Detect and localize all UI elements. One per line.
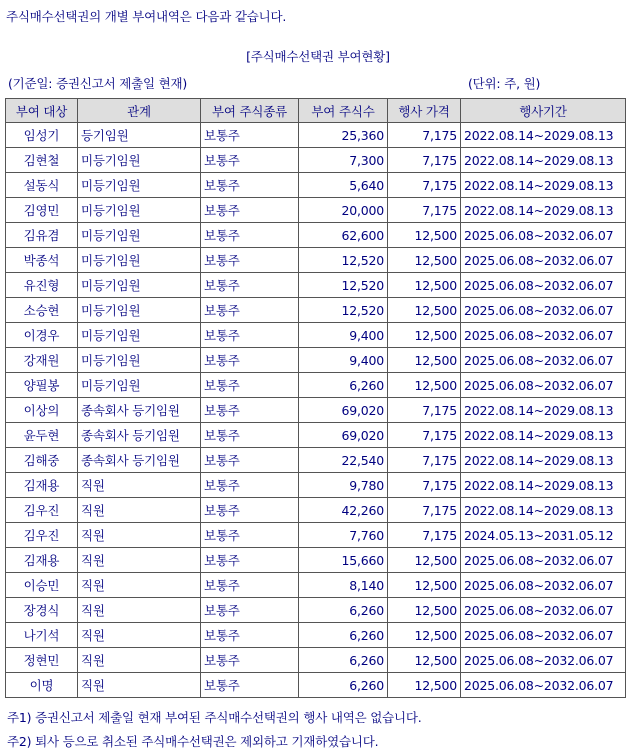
grantee-cell: 이경우 — [6, 323, 78, 348]
relation-cell: 직원 — [78, 498, 201, 523]
exercise-price-cell: 7,175 — [388, 498, 461, 523]
share-count-cell: 6,260 — [299, 373, 388, 398]
intro-text: 주식매수선택권의 개별 부여내역은 다음과 같습니다. — [6, 9, 287, 24]
exercise-price-cell: 12,500 — [388, 323, 461, 348]
exercise-period-cell: 2025.06.08~2032.06.07 — [461, 348, 626, 373]
share-count-cell: 12,520 — [299, 273, 388, 298]
grantee-cell: 김현철 — [6, 148, 78, 173]
header-exercise-price: 행사 가격 — [388, 99, 461, 123]
exercise-price-cell: 7,175 — [388, 148, 461, 173]
table-row — [6, 348, 626, 373]
grantee-cell: 이명 — [6, 673, 78, 698]
grantee-cell: 김우진 — [6, 523, 78, 548]
stock-type-cell: 보통주 — [201, 448, 299, 473]
exercise-period-cell: 2025.06.08~2032.06.07 — [461, 373, 626, 398]
relation-cell: 직원 — [78, 573, 201, 598]
footnote-2: 주2) 퇴사 등으로 취소된 주식매수선택권은 제외하고 기재하였습니다. — [7, 734, 379, 749]
stock-type-cell: 보통주 — [201, 498, 299, 523]
grantee-cell: 소승현 — [6, 298, 78, 323]
exercise-price-cell: 12,500 — [388, 573, 461, 598]
stock-type-cell: 보통주 — [201, 273, 299, 298]
relation-cell: 미등기임원 — [78, 198, 201, 223]
stock-option-table — [5, 98, 626, 698]
stock-type-cell: 보통주 — [201, 248, 299, 273]
stock-type-cell: 보통주 — [201, 173, 299, 198]
header-exercise-period: 행사기간 — [461, 99, 626, 123]
grantee-cell: 김해중 — [6, 448, 78, 473]
header-stock-type: 부여 주식종류 — [201, 99, 299, 123]
table-row — [6, 598, 626, 623]
stock-type-cell: 보통주 — [201, 648, 299, 673]
table-row — [6, 323, 626, 348]
share-count-cell: 5,640 — [299, 173, 388, 198]
relation-cell: 미등기임원 — [78, 248, 201, 273]
share-count-cell: 9,400 — [299, 323, 388, 348]
exercise-price-cell: 12,500 — [388, 548, 461, 573]
grantee-cell: 강재원 — [6, 348, 78, 373]
exercise-period-cell: 2025.06.08~2032.06.07 — [461, 298, 626, 323]
exercise-price-cell: 7,175 — [388, 523, 461, 548]
stock-type-cell: 보통주 — [201, 298, 299, 323]
stock-type-cell: 보통주 — [201, 473, 299, 498]
stock-type-cell: 보통주 — [201, 548, 299, 573]
table-row — [6, 448, 626, 473]
exercise-price-cell: 7,175 — [388, 448, 461, 473]
exercise-period-cell: 2025.06.08~2032.06.07 — [461, 598, 626, 623]
exercise-price-cell: 12,500 — [388, 248, 461, 273]
stock-type-cell: 보통주 — [201, 523, 299, 548]
footnote-1: 주1) 증권신고서 제출일 현재 부여된 주식매수선택권의 행사 내역은 없습니다. — [7, 710, 422, 725]
grantee-cell: 이상의 — [6, 398, 78, 423]
grantee-cell: 김유겸 — [6, 223, 78, 248]
grantee-cell: 설동식 — [6, 173, 78, 198]
exercise-period-cell: 2024.05.13~2031.05.12 — [461, 523, 626, 548]
header-share-count: 부여 주식수 — [299, 99, 388, 123]
share-count-cell: 62,600 — [299, 223, 388, 248]
exercise-period-cell: 2025.06.08~2032.06.07 — [461, 548, 626, 573]
share-count-cell: 25,360 — [299, 123, 388, 148]
exercise-period-cell: 2025.06.08~2032.06.07 — [461, 273, 626, 298]
exercise-period-cell: 2022.08.14~2029.08.13 — [461, 473, 626, 498]
exercise-period-cell: 2022.08.14~2029.08.13 — [461, 423, 626, 448]
exercise-period-cell: 2022.08.14~2029.08.13 — [461, 148, 626, 173]
stock-type-cell: 보통주 — [201, 673, 299, 698]
stock-type-cell: 보통주 — [201, 598, 299, 623]
exercise-price-cell: 12,500 — [388, 648, 461, 673]
relation-cell: 종속회사 등기임원 — [78, 423, 201, 448]
stock-type-cell: 보통주 — [201, 123, 299, 148]
grantee-cell: 나기석 — [6, 623, 78, 648]
share-count-cell: 7,760 — [299, 523, 388, 548]
table-row — [6, 248, 626, 273]
exercise-price-cell: 7,175 — [388, 173, 461, 198]
table-row — [6, 173, 626, 198]
table-row — [6, 198, 626, 223]
exercise-price-cell: 12,500 — [388, 298, 461, 323]
relation-cell: 직원 — [78, 473, 201, 498]
relation-cell: 직원 — [78, 598, 201, 623]
relation-cell: 미등기임원 — [78, 223, 201, 248]
share-count-cell: 22,540 — [299, 448, 388, 473]
grantee-cell: 유진형 — [6, 273, 78, 298]
stock-type-cell: 보통주 — [201, 198, 299, 223]
grantee-cell: 정현민 — [6, 648, 78, 673]
exercise-price-cell: 7,175 — [388, 423, 461, 448]
stock-type-cell: 보통주 — [201, 323, 299, 348]
exercise-price-cell: 12,500 — [388, 673, 461, 698]
table-row — [6, 398, 626, 423]
exercise-period-cell: 2025.06.08~2032.06.07 — [461, 648, 626, 673]
exercise-period-cell: 2022.08.14~2029.08.13 — [461, 198, 626, 223]
exercise-period-cell: 2025.06.08~2032.06.07 — [461, 573, 626, 598]
table-row — [6, 298, 626, 323]
grantee-cell: 양필봉 — [6, 373, 78, 398]
relation-cell: 미등기임원 — [78, 348, 201, 373]
exercise-period-cell: 2022.08.14~2029.08.13 — [461, 498, 626, 523]
relation-cell: 등기임원 — [78, 123, 201, 148]
exercise-price-cell: 7,175 — [388, 473, 461, 498]
table-title: [주식매수선택권 부여현황] — [246, 49, 390, 64]
share-count-cell: 15,660 — [299, 548, 388, 573]
table-row — [6, 373, 626, 398]
exercise-price-cell: 12,500 — [388, 598, 461, 623]
relation-cell: 직원 — [78, 548, 201, 573]
stock-type-cell: 보통주 — [201, 423, 299, 448]
table-row — [6, 673, 626, 698]
grantee-cell: 이승민 — [6, 573, 78, 598]
stock-type-cell: 보통주 — [201, 373, 299, 398]
table-row — [6, 473, 626, 498]
relation-cell: 종속회사 등기임원 — [78, 448, 201, 473]
table-row — [6, 523, 626, 548]
relation-cell: 미등기임원 — [78, 173, 201, 198]
exercise-period-cell: 2022.08.14~2029.08.13 — [461, 448, 626, 473]
exercise-price-cell: 12,500 — [388, 273, 461, 298]
grantee-cell: 박종석 — [6, 248, 78, 273]
exercise-period-cell: 2025.06.08~2032.06.07 — [461, 623, 626, 648]
table-row — [6, 223, 626, 248]
grantee-cell: 김재용 — [6, 473, 78, 498]
table-row — [6, 123, 626, 148]
exercise-period-cell: 2025.06.08~2032.06.07 — [461, 323, 626, 348]
stock-type-cell: 보통주 — [201, 223, 299, 248]
relation-cell: 직원 — [78, 623, 201, 648]
exercise-price-cell: 7,175 — [388, 398, 461, 423]
share-count-cell: 69,020 — [299, 398, 388, 423]
exercise-period-cell: 2025.06.08~2032.06.07 — [461, 223, 626, 248]
exercise-price-cell: 7,175 — [388, 198, 461, 223]
share-count-cell: 12,520 — [299, 248, 388, 273]
relation-cell: 미등기임원 — [78, 298, 201, 323]
share-count-cell: 20,000 — [299, 198, 388, 223]
stock-type-cell: 보통주 — [201, 573, 299, 598]
exercise-price-cell: 12,500 — [388, 623, 461, 648]
table-row — [6, 573, 626, 598]
share-count-cell: 6,260 — [299, 673, 388, 698]
relation-cell: 미등기임원 — [78, 323, 201, 348]
relation-cell: 직원 — [78, 523, 201, 548]
table-row — [6, 623, 626, 648]
grantee-cell: 윤두현 — [6, 423, 78, 448]
stock-type-cell: 보통주 — [201, 398, 299, 423]
exercise-period-cell: 2022.08.14~2029.08.13 — [461, 173, 626, 198]
exercise-period-cell: 2025.06.08~2032.06.07 — [461, 248, 626, 273]
share-count-cell: 6,260 — [299, 648, 388, 673]
exercise-period-cell: 2025.06.08~2032.06.07 — [461, 673, 626, 698]
relation-cell: 직원 — [78, 673, 201, 698]
stock-type-cell: 보통주 — [201, 623, 299, 648]
relation-cell: 직원 — [78, 648, 201, 673]
relation-cell: 미등기임원 — [78, 148, 201, 173]
exercise-price-cell: 12,500 — [388, 348, 461, 373]
exercise-price-cell: 12,500 — [388, 373, 461, 398]
table-row — [6, 648, 626, 673]
exercise-price-cell: 12,500 — [388, 223, 461, 248]
unit-label: (단위: 주, 원) — [468, 76, 541, 91]
header-grantee: 부여 대상 — [6, 99, 78, 123]
table-row — [6, 148, 626, 173]
share-count-cell: 7,300 — [299, 148, 388, 173]
grantee-cell: 임성기 — [6, 123, 78, 148]
relation-cell: 종속회사 등기임원 — [78, 398, 201, 423]
share-count-cell: 12,520 — [299, 298, 388, 323]
share-count-cell: 6,260 — [299, 598, 388, 623]
grantee-cell: 김우진 — [6, 498, 78, 523]
relation-cell: 미등기임원 — [78, 373, 201, 398]
table-row — [6, 273, 626, 298]
relation-cell: 미등기임원 — [78, 273, 201, 298]
share-count-cell: 9,400 — [299, 348, 388, 373]
header-relation: 관계 — [78, 99, 201, 123]
stock-type-cell: 보통주 — [201, 148, 299, 173]
basis-date-label: (기준일: 증권신고서 제출일 현재) — [8, 76, 188, 91]
table-row — [6, 548, 626, 573]
grantee-cell: 김재용 — [6, 548, 78, 573]
grantee-cell: 장경식 — [6, 598, 78, 623]
header-row — [6, 99, 626, 123]
table-row — [6, 498, 626, 523]
share-count-cell: 42,260 — [299, 498, 388, 523]
share-count-cell: 8,140 — [299, 573, 388, 598]
exercise-price-cell: 7,175 — [388, 123, 461, 148]
exercise-period-cell: 2022.08.14~2029.08.13 — [461, 398, 626, 423]
grantee-cell: 김영민 — [6, 198, 78, 223]
stock-type-cell: 보통주 — [201, 348, 299, 373]
share-count-cell: 69,020 — [299, 423, 388, 448]
share-count-cell: 6,260 — [299, 623, 388, 648]
share-count-cell: 9,780 — [299, 473, 388, 498]
exercise-period-cell: 2022.08.14~2029.08.13 — [461, 123, 626, 148]
table-row — [6, 423, 626, 448]
